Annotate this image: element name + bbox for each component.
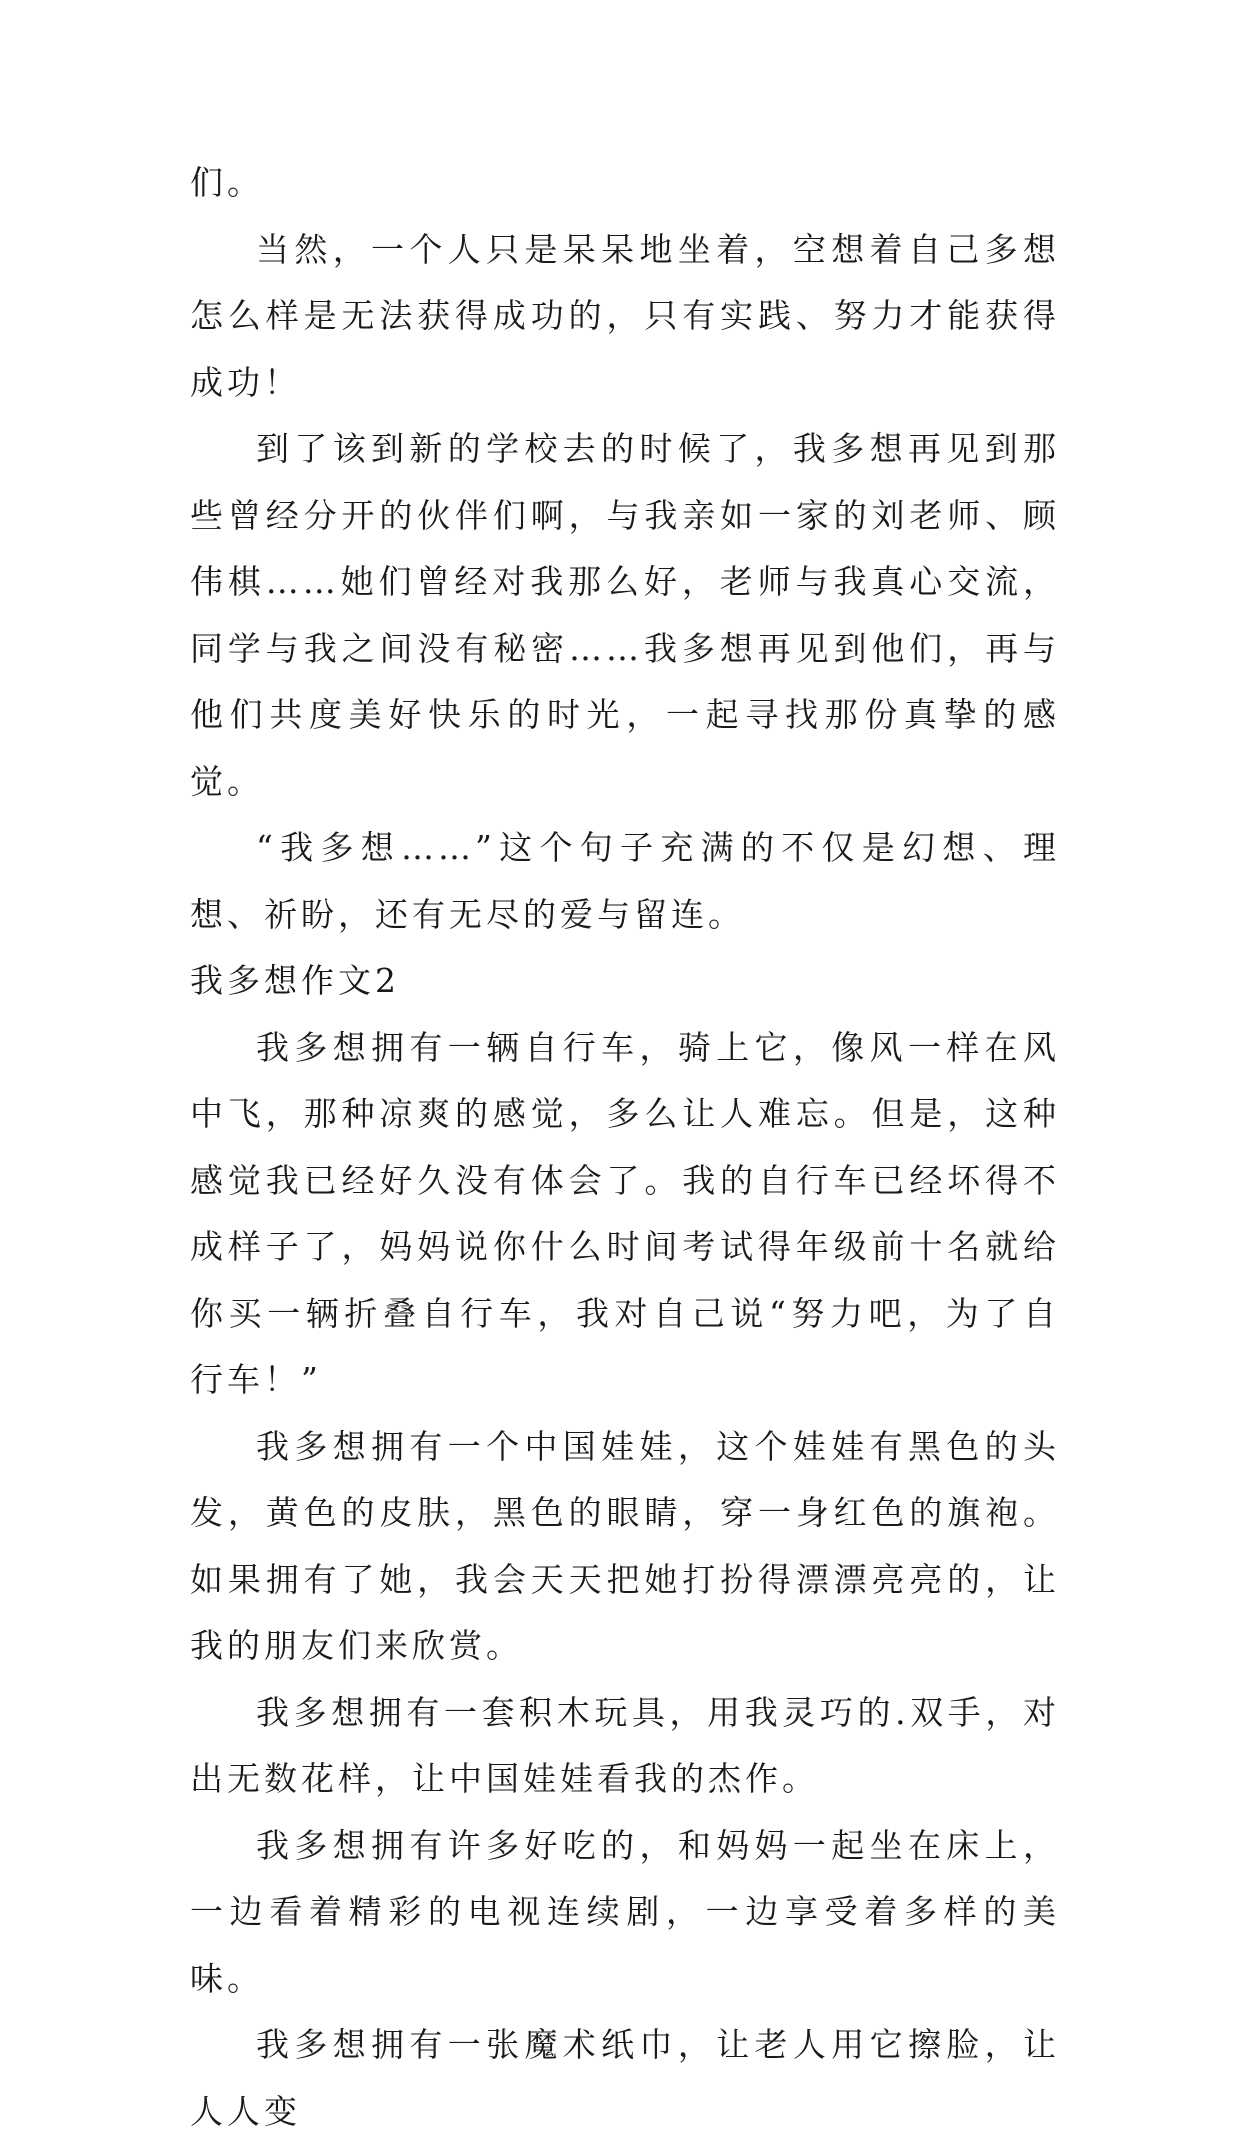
section-heading: 我多想作文2 xyxy=(190,961,400,1000)
paragraph-6: 我多想拥有一个中国娃娃，这个娃娃有黑色的头发，黄色的皮肤，黑色的眼睛，穿一身红色的旗袍。如果拥有了她，我会天天把她打扮得漂漂亮亮的，让我的朋友们来欣赏。 xyxy=(190,1426,1060,1665)
paragraph-8: 我多想拥有许多好吃的，和妈妈一起坐在床上，一边看着精彩的电视连续剧，一边享受着多样的美味。 xyxy=(190,1825,1060,1998)
paragraph-1: 们。 xyxy=(190,163,264,202)
document-text xyxy=(190,150,1060,2145)
paragraph-9: 我多想拥有一张魔术纸巾，让老人用它擦脸，让人人变 xyxy=(190,2025,1060,2131)
paragraph-3: 到了该到新的学校去的时候了，我多想再见到那些曾经分开的伙伴们啊，与我亲如一家的刘老师、顾伟棋……她们曾经对我那么好，老师与我真心交流，同学与我之间没有秘密……我多想再见到他们，再与他们共度美好快乐的时光，一起寻找那份真挚的感觉。 xyxy=(190,429,1060,801)
paragraph-5: 我多想拥有一辆自行车，骑上它，像风一样在风中飞，那种凉爽的感觉，多么让人难忘。但是，这种感觉我已经好久没有体会了。我的自行车已经坏得不成样子了，妈妈说你什么时间考试得年级前十名就给你买一辆折叠自行车，我对自己说“努力吧，为了自行车！” xyxy=(190,1027,1060,1399)
paragraph-4: “我多想……”这个句子充满的不仅是幻想、理想、祈盼，还有无尽的爱与留连。 xyxy=(190,828,1060,934)
paragraph-2: 当然，一个人只是呆呆地坐着，空想着自己多想怎么样是无法获得成功的，只有实践、努力才能获得成功！ xyxy=(190,229,1060,402)
paragraph-7: 我多想拥有一套积木玩具，用我灵巧的.双手，对出无数花样，让中国娃娃看我的杰作。 xyxy=(190,1692,1060,1798)
